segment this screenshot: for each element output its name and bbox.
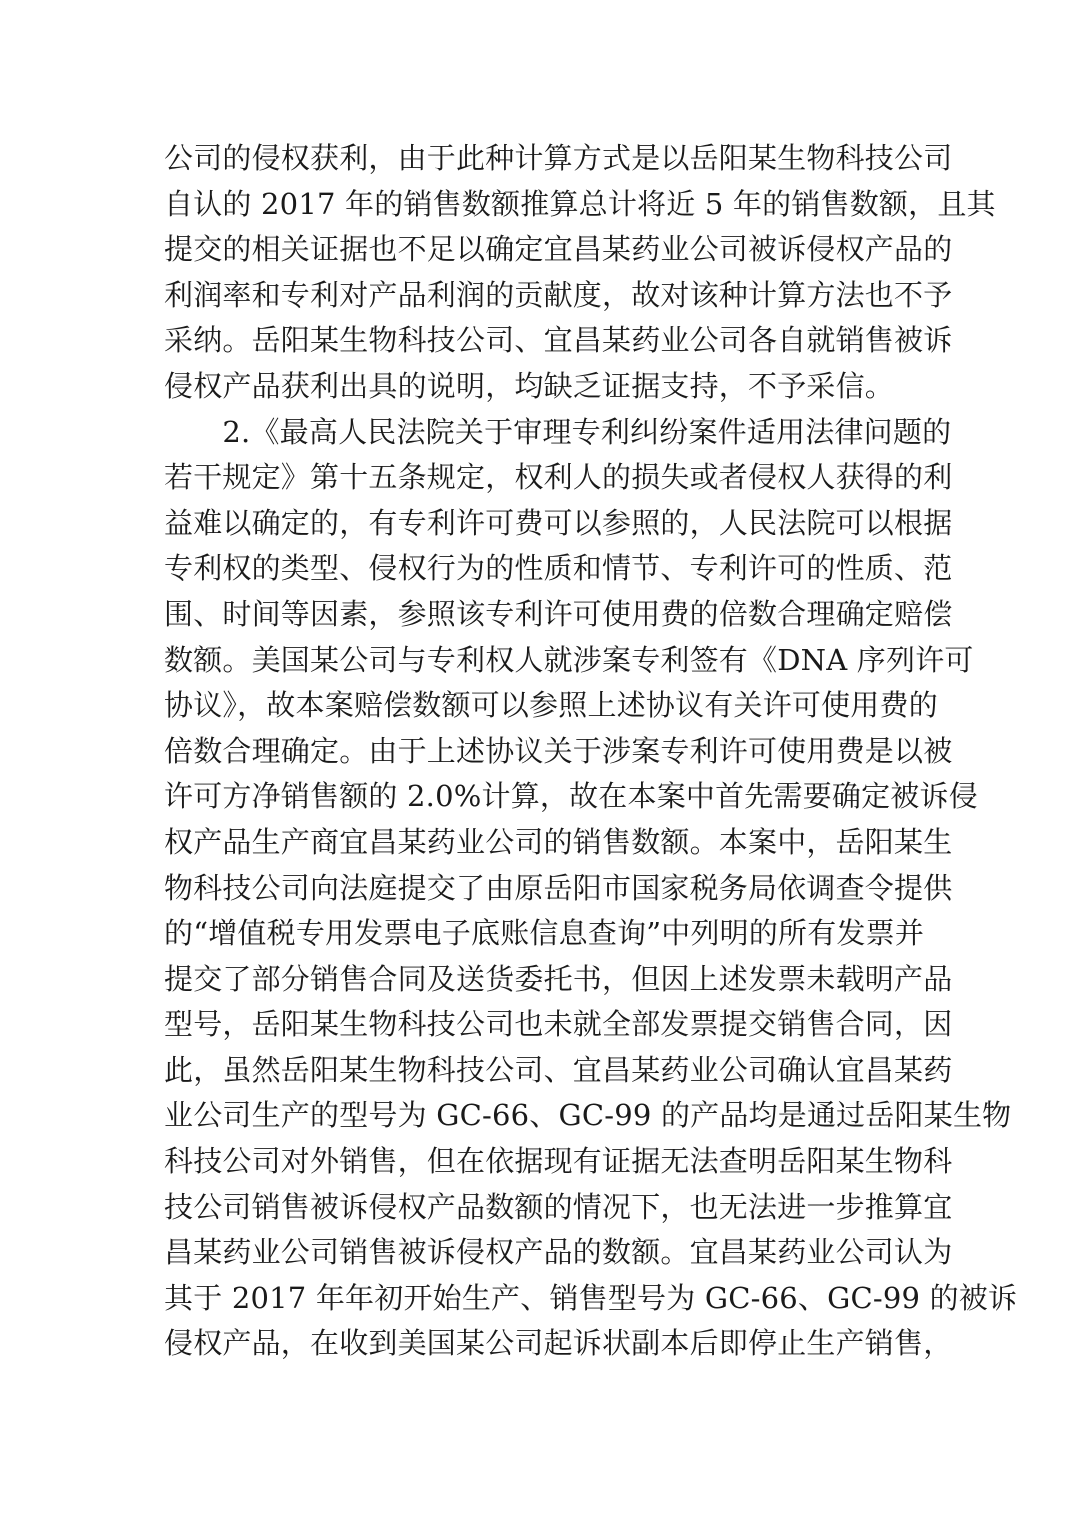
text-line: 采纳。岳阳某生物科技公司、宜昌某药业公司各自就销售被诉 [164, 323, 953, 358]
text-line: 技公司销售被诉侵权产品数额的情况下，也无法进一步推算宜 [164, 1189, 953, 1224]
text-line: 其于 2017 年年初开始生产、销售型号为 GC-66、GC-99 的被诉 [164, 1280, 1018, 1315]
text-line: 科技公司对外销售，但在依据现有证据无法查明岳阳某生物科 [164, 1144, 953, 1179]
paragraph-1 [164, 136, 996, 410]
text-line: 协议》，故本案赔偿数额可以参照上述协议有关许可使用费的 [164, 688, 938, 723]
body-text [164, 136, 1018, 1367]
text-line: 的“增值税专用发票电子底账信息查询”中列明的所有发票并 [164, 916, 925, 951]
paragraph-2 [164, 410, 1018, 1367]
text-line: 若干规定》第十五条规定，权利人的损失或者侵权人获得的利 [164, 460, 953, 495]
text-line: 权产品生产商宜昌某药业公司的销售数额。本案中，岳阳某生 [164, 824, 953, 859]
text-line: 业公司生产的型号为 GC-66、GC-99 的产品均是通过岳阳某生物 [164, 1098, 1012, 1133]
text-line: 公司的侵权获利，由于此种计算方式是以岳阳某生物科技公司 [164, 141, 953, 175]
text-line: 利润率和专利对产品利润的贡献度，故对该种计算方法也不予 [164, 277, 953, 312]
text-line: 此，虽然岳阳某生物科技公司、宜昌某药业公司确认宜昌某药 [164, 1052, 953, 1087]
text-line: 物科技公司向法庭提交了由原岳阳市国家税务局依调查令提供 [164, 870, 953, 905]
text-line: 益难以确定的，有专利许可费可以参照的，人民法院可以根据 [164, 505, 953, 540]
text-line: 昌某药业公司销售被诉侵权产品的数额。宜昌某药业公司认为 [164, 1235, 953, 1270]
text-line: 侵权产品获利出具的说明，均缺乏证据支持，不予采信。 [164, 368, 895, 403]
text-line: 提交了部分销售合同及送货委托书，但因上述发票未载明产品 [164, 961, 953, 996]
text-line: 围、时间等因素，参照该专利许可使用费的倍数合理确定赔偿 [164, 596, 953, 631]
text-line: 许可方净销售额的 2.0%计算，故在本案中首先需要确定被诉侵 [164, 779, 978, 814]
text-line: 侵权产品，在收到美国某公司起诉状副本后即停止生产销售， [164, 1326, 953, 1361]
text-line: 倍数合理确定。由于上述协议关于涉案专利许可使用费是以被 [164, 733, 953, 768]
text-line: 2.《最高人民法院关于审理专利纠纷案件适用法律问题的 [164, 414, 952, 449]
text-line: 自认的 2017 年的销售数额推算总计将近 5 年的销售数额，且其 [164, 186, 996, 221]
text-line: 专利权的类型、侵权行为的性质和情节、专利许可的性质、范 [164, 551, 953, 586]
text-line: 数额。美国某公司与专利权人就涉案专利签有《DNA 序列许可 [164, 642, 974, 677]
text-line: 提交的相关证据也不足以确定宜昌某药业公司被诉侵权产品的 [164, 232, 953, 267]
text-line: 型号，岳阳某生物科技公司也未就全部发票提交销售合同，因 [164, 1007, 953, 1042]
